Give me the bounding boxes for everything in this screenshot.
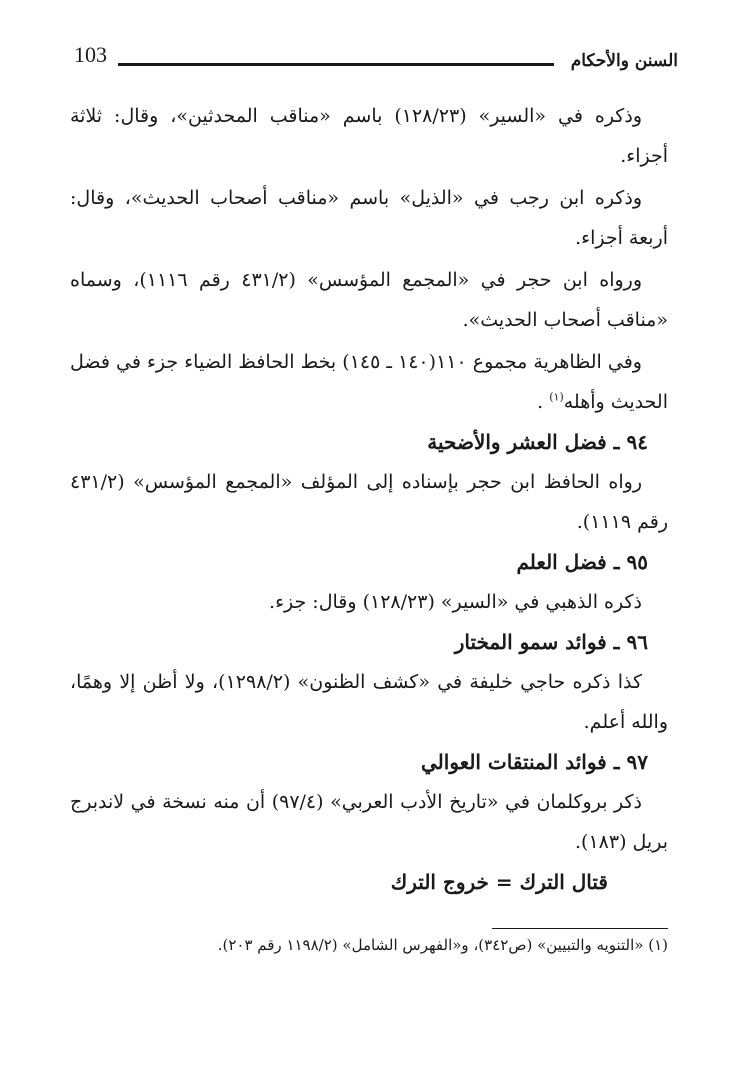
paragraph-97: ذكر بروكلمان في «تاريخ الأدب العربي» (٩٧/٤) أن منه نسخة في لاندبرج بريل (١٨٣). [70, 791, 668, 853]
main-text [70, 96, 668, 900]
section-heading-95: ٩٥ ـ فضل العلم [516, 550, 648, 574]
paragraph-ibn-rajab: وذكره ابن رجب في «الذيل» باسم «مناقب أصحاب الحديث»، وقال: أربعة أجزاء. [70, 187, 668, 249]
paragraph-zahiriyya-text: وفي الظاهرية مجموع ١١٠(١٤٠ ـ ١٤٥) بخط الحافظ الضياء جزء في فضل الحديث وأهله [70, 351, 668, 413]
paragraph-96: كذا ذكره حاجي خليفة في «كشف الظنون» (١٢٩٨/٢)، ولا أظن إلا وهمًا، والله أعلم. [70, 671, 668, 733]
paragraph-94: رواه الحافظ ابن حجر بإسناده إلى المؤلف «المجمع المؤسس» (٤٣١/٢ رقم ١١١٩). [70, 471, 668, 533]
running-title: السنن والأحكام [570, 51, 678, 71]
section-heading-94: ٩٤ ـ فضل العشر والأضحية [427, 430, 648, 454]
paragraph-ibn-hajar: ورواه ابن حجر في «المجمع المؤسس» (٤٣١/٢ رقم ١١١٦)، وسماه «مناقب أصحاب الحديث». [70, 269, 668, 331]
footnote-reference: (١) [549, 390, 564, 404]
header-rule [118, 63, 554, 66]
paragraph-zahiriyya-end: . [537, 391, 550, 413]
paragraph-siyar-muhaddithin: وذكره في «السير» (١٢٨/٢٣) باسم «مناقب المحدثين»، وقال: ثلاثة أجزاء. [70, 105, 668, 167]
page-number: 103 [74, 42, 107, 67]
paragraph-zahiriyya [70, 342, 668, 422]
page-header [74, 44, 678, 80]
cross-reference-heading: قتال الترك = خروج الترك [390, 870, 608, 894]
footnote: (١) «التنويه والتبيين» (ص٣٤٢)، و«الفهرس الشامل» (١١٩٨/٢ رقم ٢٠٣). [217, 936, 668, 954]
section-heading-96: ٩٦ ـ فوائد سمو المختار [454, 630, 648, 654]
paragraph-95: ذكره الذهبي في «السير» (١٢٨/٢٣) وقال: جزء. [269, 591, 642, 613]
footnote-rule [492, 928, 668, 929]
section-heading-97: ٩٧ ـ فوائد المنتقات العوالي [421, 750, 648, 774]
